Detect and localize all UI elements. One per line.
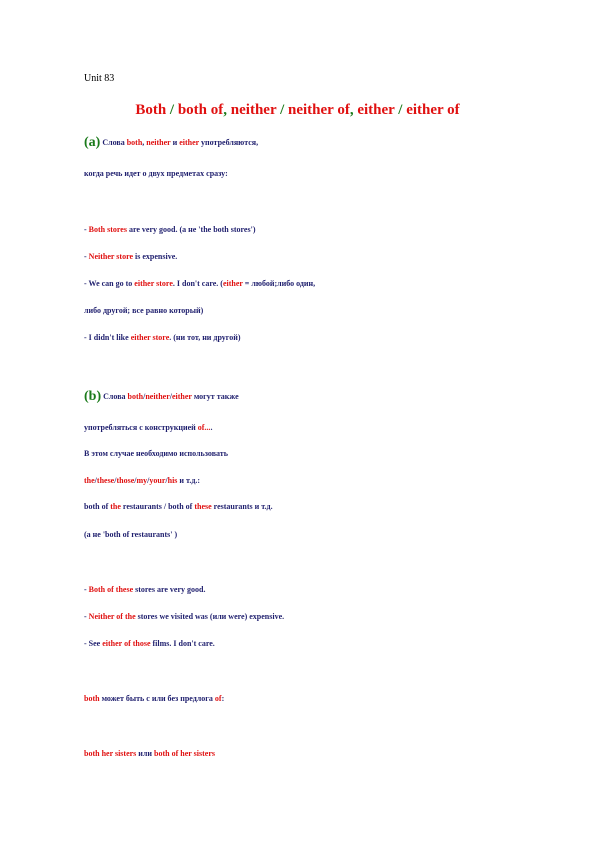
- section-b-marker: (b): [84, 389, 102, 404]
- text: -: [84, 252, 89, 261]
- text: -: [84, 612, 89, 621]
- text: = любой;либо один,: [242, 279, 316, 288]
- section-a-intro: [84, 135, 259, 150]
- title-part: either: [357, 102, 395, 118]
- keyword: either: [171, 392, 192, 401]
- example-line: [84, 252, 177, 262]
- title-part: neither: [230, 102, 277, 118]
- keyword: both of her sisters: [154, 749, 215, 758]
- text: -: [84, 585, 89, 594]
- keyword: my: [136, 476, 148, 485]
- title-sep: /: [394, 102, 407, 118]
- text: может быть с или без предлога: [99, 694, 215, 703]
- text: Слова: [101, 392, 128, 401]
- keyword: both her sisters: [84, 749, 137, 758]
- text: или: [136, 749, 155, 758]
- unit-label: Unit 83: [84, 73, 115, 84]
- example-line-cont: либо другой; все равно который): [84, 306, 204, 315]
- text: Слова: [100, 138, 127, 147]
- text: ,: [142, 138, 147, 147]
- keyword: of...: [197, 423, 211, 432]
- keyword: both: [126, 138, 143, 147]
- example-line: [84, 639, 215, 649]
- example-line: [84, 279, 315, 289]
- text: are very good. (а не 'the both stores'): [126, 225, 256, 234]
- text: restaurants / both of: [120, 502, 195, 511]
- keyword: Neither of the: [88, 612, 136, 621]
- title-sep: /: [166, 102, 178, 118]
- example-line: [84, 612, 284, 622]
- text: - We can go to: [84, 279, 135, 288]
- text: могут также: [191, 392, 239, 401]
- keyword: either store: [130, 333, 170, 342]
- title-part: Both: [135, 102, 167, 118]
- text: /: [143, 392, 146, 401]
- keyword: those: [116, 476, 135, 485]
- section-b-line4: [84, 476, 200, 486]
- text: .: [210, 423, 213, 432]
- keyword: neither: [145, 392, 170, 401]
- text: - See: [84, 639, 103, 648]
- page-title: [0, 101, 595, 119]
- note-example: [84, 749, 215, 759]
- section-b-line3: В этом случае необходимо использовать: [84, 449, 228, 458]
- keyword: either store: [134, 279, 173, 288]
- title-sep: /: [276, 102, 289, 118]
- keyword: your: [149, 476, 166, 485]
- text: :: [221, 694, 225, 703]
- title-sep: ,: [223, 102, 231, 118]
- keyword: of: [214, 694, 222, 703]
- title-part: both of: [177, 102, 224, 118]
- section-a-line2: когда речь идет о двух предметах сразу:: [84, 169, 228, 178]
- text: /: [169, 392, 172, 401]
- keyword: either: [222, 279, 243, 288]
- title-part: either of: [406, 102, 460, 118]
- keyword: either of those: [102, 639, 151, 648]
- keyword: the: [110, 502, 121, 511]
- text: /: [114, 476, 117, 485]
- text: и т.д.:: [177, 476, 201, 485]
- keyword: his: [167, 476, 178, 485]
- text: is expensive.: [133, 252, 178, 261]
- keyword: both: [84, 694, 100, 703]
- text: films. I don't care.: [150, 639, 215, 648]
- text: /: [94, 476, 97, 485]
- example-line: [84, 333, 241, 343]
- keyword: neither: [146, 138, 171, 147]
- title-sep: ,: [349, 102, 358, 118]
- example-line: [84, 225, 255, 235]
- text: употребляться с конструкцией: [84, 423, 198, 432]
- keyword: Both of these: [88, 585, 134, 594]
- note-line: [84, 694, 224, 704]
- keyword: the: [84, 476, 95, 485]
- text: both of: [84, 502, 111, 511]
- text: stores are very good.: [133, 585, 206, 594]
- section-b-line6: (а не 'both of restaurants' ): [84, 530, 178, 539]
- keyword: these: [96, 476, 115, 485]
- text: restaurants и т.д.: [211, 502, 273, 511]
- keyword: both: [127, 392, 144, 401]
- section-b-intro: [84, 389, 239, 404]
- example-line: [84, 585, 205, 595]
- text: /: [147, 476, 150, 485]
- text: - I didn't like: [84, 333, 131, 342]
- text: и: [170, 138, 180, 147]
- text: -: [84, 225, 89, 234]
- section-b-line5: [84, 502, 273, 512]
- text: /: [165, 476, 168, 485]
- title-part: neither of: [288, 102, 350, 118]
- keyword: either: [179, 138, 200, 147]
- section-b-line2: [84, 423, 212, 433]
- section-a-marker: (a): [84, 135, 101, 150]
- text: stores we visited was (или were) expensive.: [135, 612, 285, 621]
- text: /: [134, 476, 137, 485]
- keyword: Neither store: [88, 252, 134, 261]
- keyword: these: [194, 502, 212, 511]
- text: . (ни тот, ни другой): [169, 333, 241, 342]
- keyword: Both stores: [88, 225, 127, 234]
- text: . I don't care. (: [172, 279, 223, 288]
- text: употребляются,: [199, 138, 259, 147]
